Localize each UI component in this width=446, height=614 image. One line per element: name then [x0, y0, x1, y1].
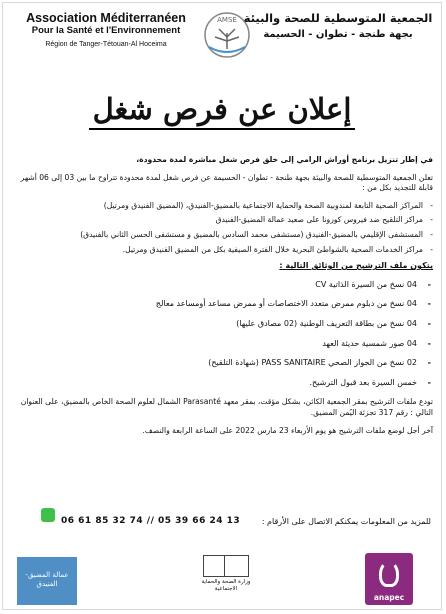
prefecture-logo-text: عمالة المضيق-الفنيدق	[25, 571, 69, 588]
announce-paragraph: تعلن الجمعية المتوسطية للصحة والبيئة بجهة طنجة - تطوان - الحسيمة عن فرص شغل لمدة محدودة تتراوح ما بين 03 إلى 06 أشهر قابلة للتجديد بكل من :	[20, 172, 433, 193]
anapec-logo	[365, 553, 413, 605]
intro-paragraph: في إطار تنزيل برنامج أوراش الرامي إلى خلق فرص شغل مباشرة لمدة محدودة،	[136, 155, 433, 164]
prefecture-logo	[17, 557, 77, 605]
org-region-fr: Région de Tanger-Tétouan-Al Hoceima	[45, 41, 167, 48]
location-item: - مراكز الخدمات الصحية بالشواطئ البحرية خلال الفترة الصيفية بكل من المضيق الفنيدق ومرتيل.	[13, 245, 433, 256]
announcement-body	[13, 155, 433, 443]
doc-item: - 04 نسخ من السيرة الذاتية CV	[13, 280, 433, 291]
location-item: - المراكز الصحية التابعة لمندوبية الصحة والحماية الاجتماعية بالمضيق-الفنيدق، (المضيق الفنيدق ومرتيل)	[13, 201, 433, 212]
doc-item: - خمس السيرة بعد قبول الترشيح.	[13, 378, 433, 389]
title-text: إعلان عن فرص شغل	[89, 92, 356, 130]
org-subtitle-fr: Pour la Santé et l'Environnement	[31, 25, 181, 36]
doc-item: - 04 صور شمسية حديثة العهد	[13, 339, 433, 350]
header-french	[11, 11, 201, 50]
doc-item: - 02 نسخ من الجواز الصحي PASS SANITAIRE (شهادة التلقيح)	[13, 358, 433, 369]
docs-heading: يتكون ملف الترشيح من الوثائق التالية :	[279, 261, 433, 271]
anapec-logo-text: anapec	[373, 593, 405, 602]
org-name-fr: Association Méditerranéen	[26, 11, 186, 25]
logo-text: AMSE	[217, 16, 237, 24]
location-item: - مراكز التلقيح ضد فيروس كورونا على صعيد عمالة المضيق-الفنيدق	[13, 215, 433, 226]
doc-item: - 04 نسخ من دبلوم ممرض متعدد الاختصاصات أو ممرض مساعد أومساعد معالج	[13, 299, 433, 310]
header-arabic	[243, 11, 433, 44]
document-page	[2, 2, 442, 610]
org-region-ar: بجهة طنجة - تطوان - الحسيمة	[263, 29, 413, 40]
anapec-figure-icon	[379, 561, 399, 587]
doc-item: - 04 نسخ من بطاقة التعريف الوطنية (02 مصادق عليها)	[13, 319, 433, 330]
deadline-paragraph: آخر أجل لوضع ملفات الترشيح هو يوم الأربعاء 23 مارس 2022 على الساعة الرابعة والنصف.	[142, 425, 433, 435]
ministry-logo-text: وزارة الصحة والحماية الاجتماعية	[201, 579, 251, 592]
phone-numbers: 06 61 85 32 74 // 05 39 66 24 13	[61, 516, 241, 526]
whatsapp-icon	[41, 508, 55, 522]
location-item: - المستشفى الإقليمي بالمضيق-الفنيدق (مستشفى محمد السادس بالمضيق و مستشفى الحسن الثاني بالفنيدق)	[13, 230, 433, 241]
ministry-logo	[193, 551, 259, 609]
org-name-ar: الجمعية المتوسطية للصحة والبيئة	[243, 11, 433, 25]
ministry-emblem-icon	[203, 555, 249, 577]
page-title	[3, 89, 441, 129]
contact-label: للمزيد من المعلومات يمكنكم الاتصال على الأرقام :	[261, 517, 431, 526]
deposit-paragraph: تودع ملفات الترشيح بمقر الجمعية الكائن، بشكل مؤقت، بمقر معهد Parasanté الشمال لعلوم الصحة الخاص بالمضيق، على العنوان التالي : رقم 317 تجزئة اليُمن المضيق.	[20, 397, 433, 417]
